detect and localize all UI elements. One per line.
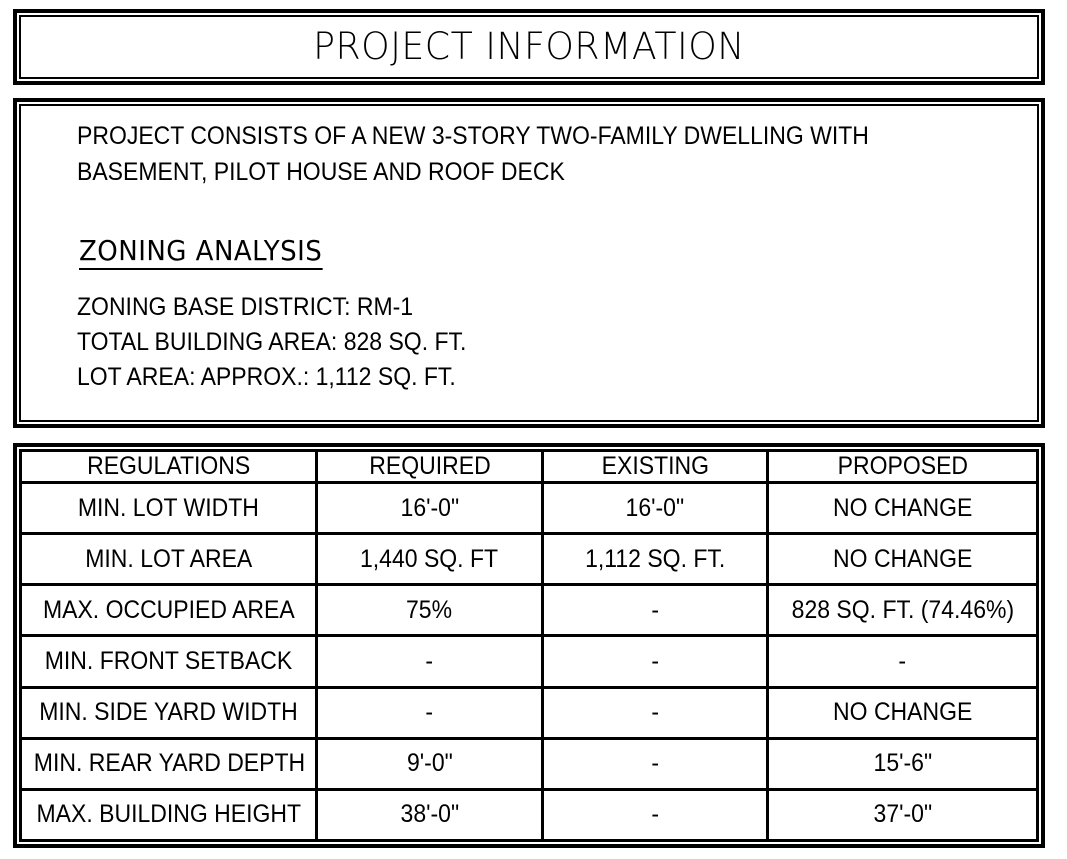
existing-cell: - [543, 636, 768, 687]
table-row [21, 789, 1038, 840]
existing-cell: - [543, 789, 768, 840]
regulation-cell: MAX. BUILDING HEIGHT [21, 789, 317, 840]
project-description [77, 118, 869, 190]
required-cell: - [317, 687, 543, 738]
existing-cell: - [543, 738, 768, 789]
existing-cell: - [543, 687, 768, 738]
existing-cell: 16'-0" [543, 483, 768, 534]
proposed-cell: 15'-6" [768, 738, 1038, 789]
proposed-cell: NO CHANGE [768, 483, 1038, 534]
zoning-item-building-area: TOTAL BUILDING AREA: 828 SQ. FT. [77, 328, 467, 356]
page-title: PROJECT INFORMATION [313, 25, 745, 68]
description-line: PROJECT CONSISTS OF A NEW 3-STORY TWO-FAMILY DWELLING WITH [77, 122, 869, 150]
project-description-panel [13, 98, 1045, 428]
proposed-cell: - [768, 636, 1038, 687]
table-row [21, 687, 1038, 738]
regulation-cell: MIN. SIDE YARD WIDTH [21, 687, 317, 738]
regulation-cell: MIN. LOT WIDTH [21, 483, 317, 534]
table-row [21, 534, 1038, 585]
proposed-cell: 828 SQ. FT. (74.46%) [768, 585, 1038, 636]
regulations-table [19, 449, 1039, 842]
column-header-regulations: REGULATIONS [21, 451, 317, 483]
proposed-cell: NO CHANGE [768, 534, 1038, 585]
column-header-required: REQUIRED [317, 451, 543, 483]
table-row [21, 738, 1038, 789]
regulation-cell: MAX. OCCUPIED AREA [21, 585, 317, 636]
zoning-analysis-list [77, 290, 466, 395]
zoning-item-lot-area: LOT AREA: APPROX.: 1,112 SQ. FT. [77, 363, 456, 391]
required-cell: - [317, 636, 543, 687]
table-header-row [21, 451, 1038, 483]
description-line: BASEMENT, PILOT HOUSE AND ROOF DECK [77, 158, 565, 186]
zoning-item-district: ZONING BASE DISTRICT: RM-1 [77, 293, 414, 321]
proposed-cell: 37'-0" [768, 789, 1038, 840]
required-cell: 16'-0" [317, 483, 543, 534]
regulation-cell: MIN. LOT AREA [21, 534, 317, 585]
table-row [21, 636, 1038, 687]
proposed-cell: NO CHANGE [768, 687, 1038, 738]
table-row [21, 483, 1038, 534]
required-cell: 9'-0" [317, 738, 543, 789]
required-cell: 75% [317, 585, 543, 636]
regulation-cell: MIN. REAR YARD DEPTH [21, 738, 317, 789]
regulations-table-panel [13, 443, 1045, 848]
zoning-analysis-heading: ZONING ANALYSIS [79, 234, 322, 270]
existing-cell: - [543, 585, 768, 636]
column-header-existing: EXISTING [543, 451, 768, 483]
required-cell: 38'-0" [317, 789, 543, 840]
table-row [21, 585, 1038, 636]
regulation-cell: MIN. FRONT SETBACK [21, 636, 317, 687]
required-cell: 1,440 SQ. FT [317, 534, 543, 585]
column-header-proposed: PROPOSED [768, 451, 1038, 483]
title-panel [13, 9, 1045, 85]
existing-cell: 1,112 SQ. FT. [543, 534, 768, 585]
